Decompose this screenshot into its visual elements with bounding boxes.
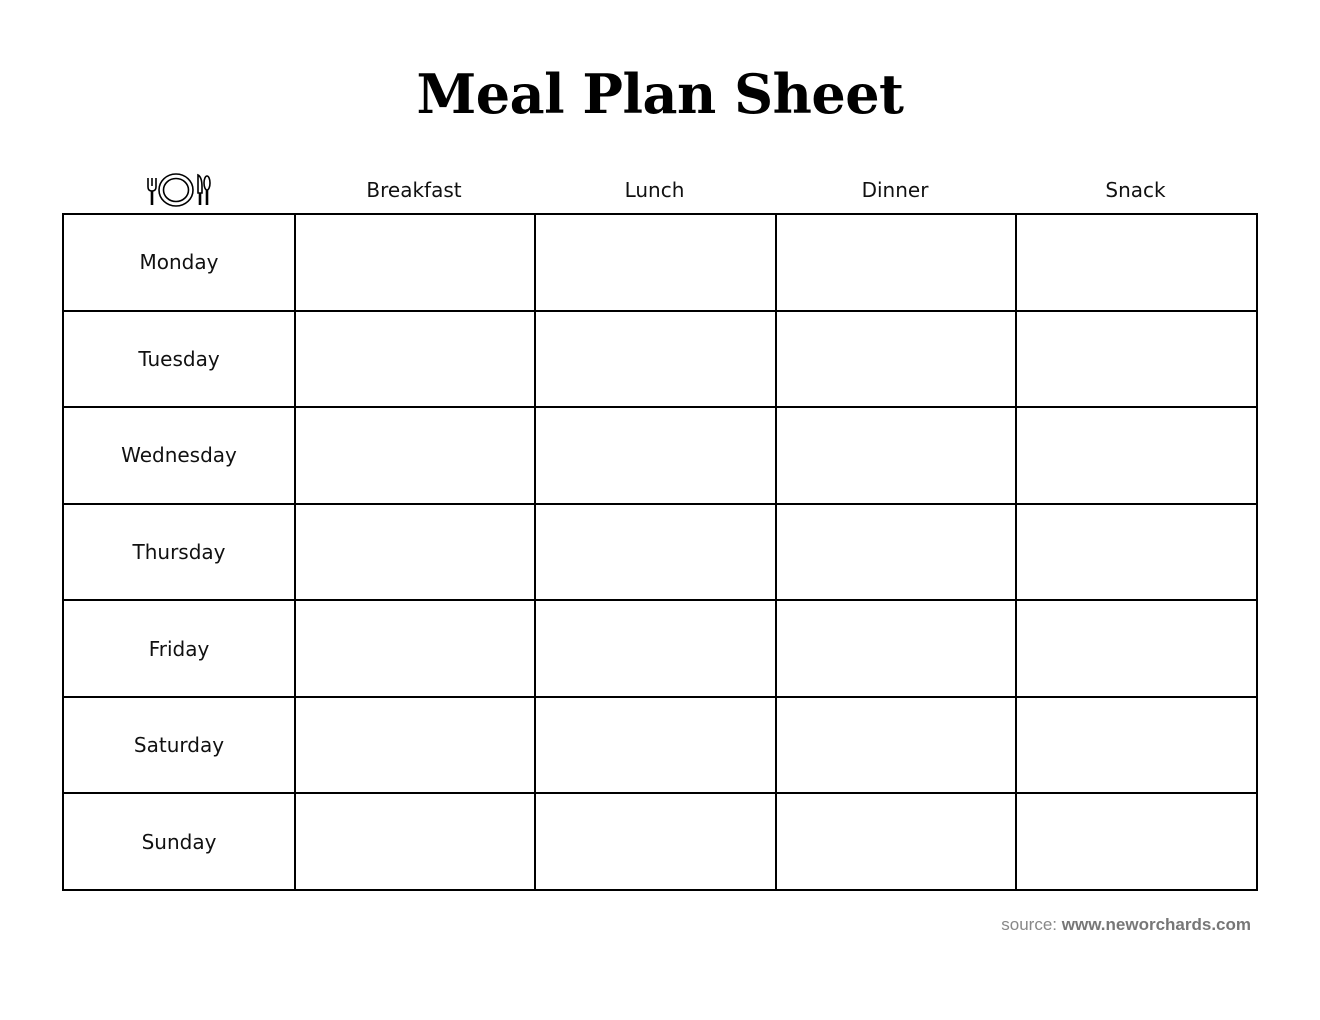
meal-icon-cell (62, 172, 294, 208)
meal-cell-dinner[interactable] (776, 697, 1016, 794)
meal-cell-dinner[interactable] (776, 793, 1016, 890)
meal-cell-lunch[interactable] (535, 793, 776, 890)
meal-cell-snack[interactable] (1016, 214, 1257, 311)
meal-cell-snack[interactable] (1016, 407, 1257, 504)
table-row (63, 793, 1257, 890)
meal-cell-lunch[interactable] (535, 600, 776, 697)
meal-cell-lunch[interactable] (535, 214, 776, 311)
table-row (63, 600, 1257, 697)
meal-cell-snack[interactable] (1016, 793, 1257, 890)
column-header-row (62, 170, 1256, 210)
meal-cell-dinner[interactable] (776, 407, 1016, 504)
table-row (63, 697, 1257, 794)
table-row (63, 504, 1257, 601)
meal-cell-breakfast[interactable] (295, 600, 535, 697)
day-label-tuesday: Tuesday (63, 311, 295, 408)
meal-cell-breakfast[interactable] (295, 504, 535, 601)
meal-cell-snack[interactable] (1016, 697, 1257, 794)
meal-cell-lunch[interactable] (535, 311, 776, 408)
column-header-breakfast: Breakfast (366, 178, 462, 202)
meal-cell-lunch[interactable] (535, 407, 776, 504)
day-label-wednesday: Wednesday (63, 407, 295, 504)
meal-cell-dinner[interactable] (776, 600, 1016, 697)
meal-cell-dinner[interactable] (776, 214, 1016, 311)
meal-cell-breakfast[interactable] (295, 793, 535, 890)
meal-cell-breakfast[interactable] (295, 311, 535, 408)
table-row (63, 311, 1257, 408)
day-label-sunday: Sunday (63, 793, 295, 890)
column-header-snack: Snack (1105, 178, 1166, 202)
column-header-lunch: Lunch (624, 178, 685, 202)
day-label-friday: Friday (63, 600, 295, 697)
day-label-saturday: Saturday (63, 697, 295, 794)
table-row (63, 214, 1257, 311)
day-label-thursday: Thursday (63, 504, 295, 601)
source-label: source: (1001, 915, 1058, 934)
meal-cell-snack[interactable] (1016, 504, 1257, 601)
meal-cell-snack[interactable] (1016, 600, 1257, 697)
meal-cell-breakfast[interactable] (295, 697, 535, 794)
meal-cell-lunch[interactable] (535, 504, 776, 601)
day-label-monday: Monday (63, 214, 295, 311)
source-credit (1001, 915, 1251, 935)
meal-cell-dinner[interactable] (776, 504, 1016, 601)
table-row (63, 407, 1257, 504)
meal-plan-table (62, 213, 1258, 891)
meal-cell-snack[interactable] (1016, 311, 1257, 408)
source-link[interactable]: www.neworchards.com (1061, 915, 1251, 934)
meal-cell-lunch[interactable] (535, 697, 776, 794)
meal-cell-dinner[interactable] (776, 311, 1016, 408)
page-title: Meal Plan Sheet (416, 62, 904, 126)
column-header-dinner: Dinner (861, 178, 929, 202)
plate-fork-knife-spoon-icon (145, 172, 211, 208)
meal-cell-breakfast[interactable] (295, 407, 535, 504)
meal-cell-breakfast[interactable] (295, 214, 535, 311)
